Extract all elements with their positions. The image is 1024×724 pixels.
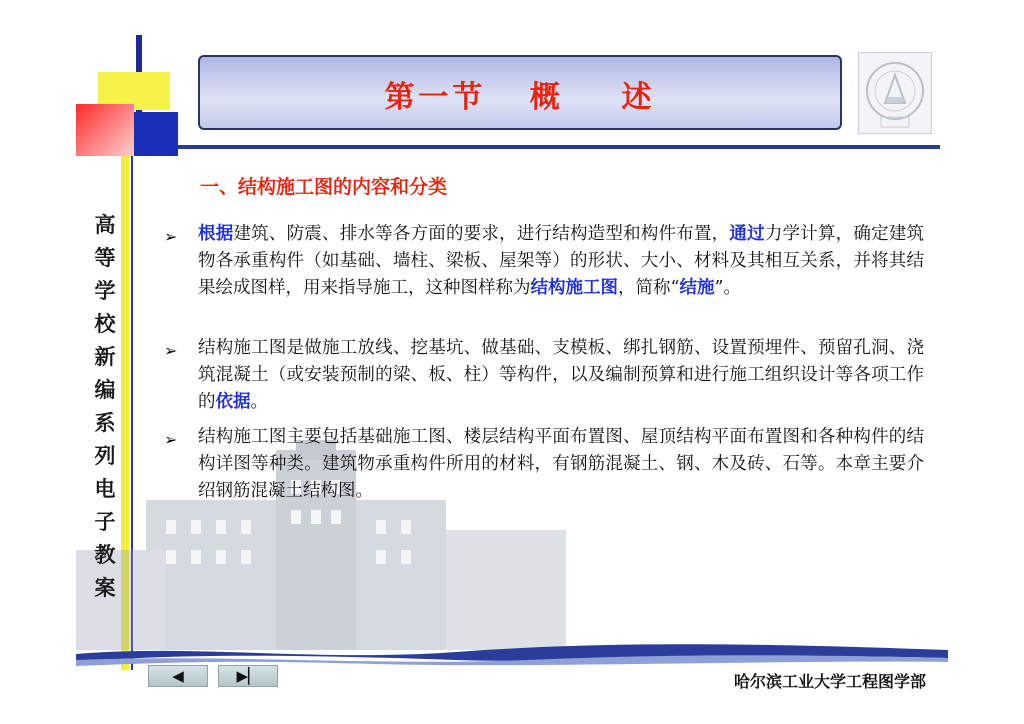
vertical-char: 新 [94,344,116,369]
vertical-char: 教 [94,542,116,567]
next-arrow-icon: ▶▏ [236,667,260,685]
highlight-term: 结施 [679,278,715,298]
vertical-char: 系 [94,410,116,435]
header-divider [178,145,940,149]
bullet-arrow-icon: ➢ [164,227,178,246]
slide-title: 第一节 概 述 [384,80,656,115]
bullet-arrow-icon: ➢ [164,430,178,449]
body-text: 结构施工图主要包括基础施工图、楼层结构平面布置图、屋顶结构平面布置图和各种构件的结构详图等种类。建筑物承重构件所用的材料，有钢筋混凝土、钢、木及砖、石等。本章主要介绍钢筋混凝土结构图。 [198,427,924,501]
body-text: 结构施工图是做施工放线、挖基坑、做基础、支模板、绑扎钢筋、设置预埋件、预留孔洞、浇筑混凝土（或安装预制的梁、板、柱）等构件，以及编制预算和进行施工组织设计等各项工作的 [198,338,924,412]
vertical-char: 案 [94,575,116,600]
vertical-char: 校 [94,311,116,336]
highlight-term: 依据 [215,392,251,412]
footer-institution: 哈尔滨工业大学工程图学部 [733,672,926,691]
vertical-char: 学 [94,278,116,303]
paragraph-3 [164,424,924,505]
series-vertical-label [90,208,120,604]
vertical-char: 等 [94,245,116,270]
highlight-term: 结构施工图 [530,278,618,298]
section-subtitle: 一、结构施工图的内容和分类 [200,176,448,198]
prev-arrow-icon: ◀ [172,667,184,685]
body-text: ”。 [714,278,741,298]
body-text: 。 [250,392,268,412]
paragraph-1 [164,221,924,302]
paragraph-2 [164,335,924,416]
body-text: 建筑、防震、排水等各方面的要求，进行结构造型和构件布置， [233,224,730,244]
paragraph-text [198,424,924,505]
blue-deco-block [134,112,178,156]
body-text: ，简称“ [618,278,680,298]
vertical-char: 子 [94,509,116,534]
emblem-icon [858,52,932,134]
paragraph-text [198,221,924,302]
highlight-term: 根据 [198,224,234,244]
vertical-char: 高 [94,212,116,237]
bullet-arrow-icon: ➢ [164,341,178,360]
highlight-term: 通过 [729,224,765,244]
prev-slide-button[interactable] [148,665,208,687]
red-deco-block [76,104,134,156]
body-text: 力学计算，确定建筑物各承重构件（如基础、墙柱、梁板、屋架等）的形状、大小、材料及其相互关系，并将其结果绘成图样，用来指导施工，这种图样称为 [198,224,925,298]
vertical-char: 列 [94,443,116,468]
vertical-char: 电 [94,476,116,501]
next-slide-button[interactable] [218,665,278,687]
vertical-char: 编 [94,377,116,402]
paragraph-text [198,335,924,416]
